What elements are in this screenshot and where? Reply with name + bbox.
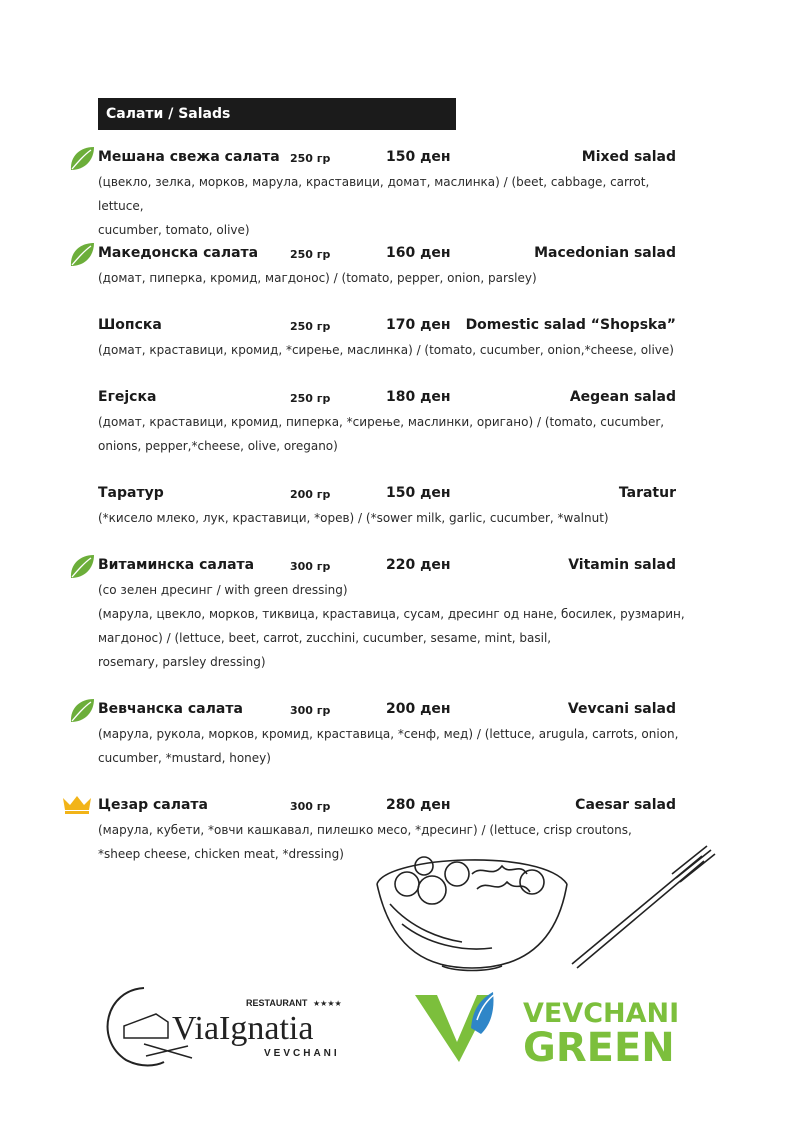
menu-item-price: 220 ден [386, 557, 451, 573]
menu-item-header [0, 482, 812, 504]
description-line: (марула, рукола, морков, кромид, краставица, *сенф, мед) / (lettuce, arugula, carrots, onion, [98, 727, 679, 741]
menu-item-header [0, 242, 812, 264]
stars-rating: ★★★★ [313, 999, 342, 1008]
menu-item-name-en: Vitamin salad [568, 557, 676, 573]
description-line: (*кисело млеко, лук, краставици, *орев) / (*sower milk, garlic, cucumber, *walnut) [98, 511, 609, 525]
menu-item-description [98, 722, 688, 770]
description-line: (домат, краставици, кромид, пиперка, *сирење, маслинки, оригано) / (tomato, cucumber, [98, 415, 665, 429]
menu-item-grams: 300 гр [290, 704, 331, 717]
menu-item-grams: 250 гр [290, 392, 331, 405]
description-line: (домат, пиперка, кромид, магдонос) / (tomato, pepper, onion, parsley) [98, 271, 537, 285]
menu-item-price: 150 ден [386, 149, 451, 165]
menu-item-price: 180 ден [386, 389, 451, 405]
menu-item-grams: 250 гр [290, 320, 331, 333]
salad-bowl-and-fork-illustration [372, 844, 717, 976]
description-line: (марула, кубети, *овчи кашкавал, пилешко месо, *дресинг) / (lettuce, crisp croutons, [98, 823, 632, 837]
menu-item-description [98, 266, 688, 290]
menu-item-header [0, 794, 812, 816]
menu-item-name-mk: Мешана свежа салата [98, 149, 280, 165]
restaurant-label: RESTAURANT [246, 998, 308, 1008]
menu-item-name-mk: Македонска салата [98, 245, 259, 261]
menu-item-price: 160 ден [386, 245, 451, 261]
menu-item-description [98, 410, 688, 458]
section-title: Салати / Salads [98, 98, 456, 130]
menu-item-name-mk: Шопска [98, 317, 162, 333]
menu-item-name-en: Mixed salad [581, 149, 676, 165]
menu-item-price: 200 ден [386, 701, 451, 717]
menu-item-description [98, 338, 688, 362]
description-line: магдонос) / (lettuce, beet, carrot, zucchini, cucumber, sesame, mint, basil, [98, 631, 552, 645]
menu-item-name-en: Taratur [618, 485, 676, 501]
description-line: (марула, цвекло, морков, тиквица, краставица, сусам, дресинг од нане, босилек, рузмарин, [98, 607, 685, 621]
menu-item-grams: 250 гр [290, 152, 331, 165]
vg-line2: GREEN [523, 1025, 675, 1065]
description-line: *sheep cheese, chicken meat, *dressing) [98, 847, 344, 861]
menu-item-name-en: Domestic salad “Shopska” [465, 317, 676, 333]
menu-item-name-en: Vevcani salad [567, 701, 676, 717]
description-line: cucumber, *mustard, honey) [98, 751, 271, 765]
menu-item-header [0, 386, 812, 408]
menu-item-description [98, 578, 688, 674]
menu-item-grams: 200 гр [290, 488, 331, 501]
menu-item-header [0, 314, 812, 336]
description-line: (цвекло, зелка, морков, марула, краставици, домат, маслинка) / (beet, cabbage, carrot, lettuce, [98, 175, 650, 213]
menu-item-name-mk: Вевчанска салата [98, 701, 243, 717]
description-line: (со зелен дресинг / with green dressing) [98, 583, 348, 597]
restaurant-town: VEVCHANI [264, 1048, 340, 1059]
menu-item-grams: 300 гр [290, 800, 331, 813]
menu-item-header [0, 146, 812, 168]
description-line: rosemary, parsley dressing) [98, 655, 266, 669]
menu-item-name-mk: Витаминска салата [98, 557, 255, 573]
description-line: onions, pepper,*cheese, olive, oregano) [98, 439, 338, 453]
menu-item-price: 280 ден [386, 797, 451, 813]
menu-item-name-en: Macedonian salad [534, 245, 676, 261]
menu-item-name-en: Aegean salad [569, 389, 676, 405]
menu-item-name-mk: Егејска [98, 389, 157, 405]
menu-item-name-mk: Цезар салата [98, 797, 208, 813]
menu-item-name-en: Caesar salad [575, 797, 676, 813]
vg-line1: VEVCHANI [523, 998, 680, 1029]
via-ignatia-logo [96, 984, 348, 1068]
menu-item-price: 150 ден [386, 485, 451, 501]
menu-item-description [98, 506, 688, 530]
menu-item-header [0, 554, 812, 576]
description-line: cucumber, tomato, olive) [98, 223, 250, 237]
menu-item-description [98, 170, 688, 242]
menu-item-price: 170 ден [386, 317, 451, 333]
menu-item-grams: 250 гр [290, 248, 331, 261]
restaurant-name: ViaIgnatia [172, 1010, 314, 1047]
menu-item-grams: 300 гр [290, 560, 331, 573]
menu-item-header [0, 698, 812, 720]
description-line: (домат, краставици, кромид, *сирење, маслинка) / (tomato, cucumber, onion,*cheese, olive) [98, 343, 674, 357]
menu-item-name-mk: Таратур [98, 485, 164, 501]
vevchani-green-logo [415, 990, 680, 1065]
